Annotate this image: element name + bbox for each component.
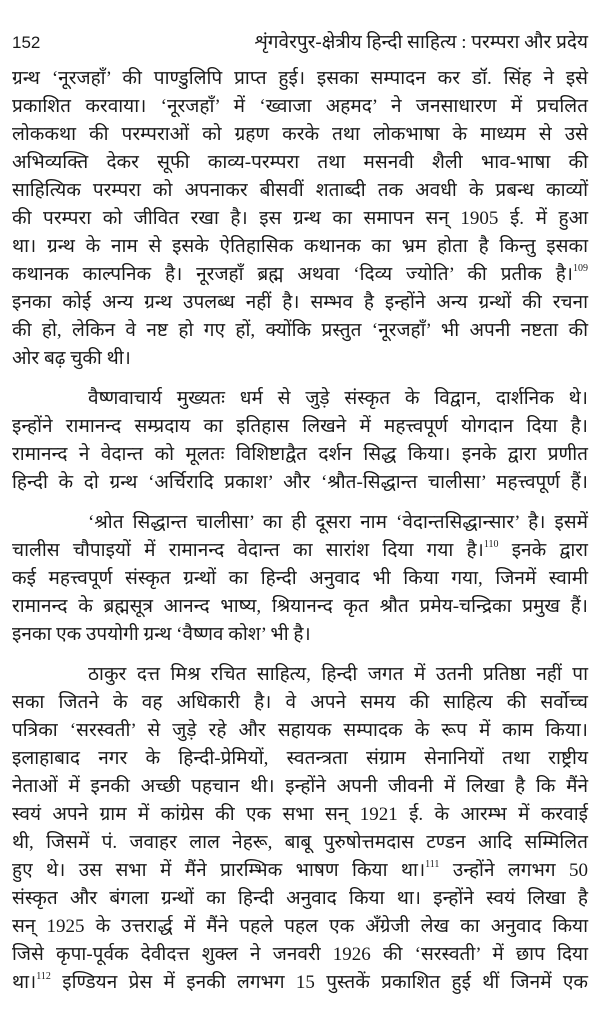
text-line: अभिव्यक्ति देकर सूफी काव्य-परम्परा तथा मसनवी शैली भाव-भाषा की	[12, 152, 588, 173]
text-line: रामानन्द ने वेदान्त को मूलतः विशिष्टाद्वैत दर्शन सिद्ध किया। इनके द्वारा प्रणीत	[12, 444, 588, 465]
paragraph-4	[12, 661, 588, 997]
text-line: वैष्णवाचार्य मुख्यतः धर्म से जुड़े संस्कृत के विद्वान, दार्शनिक थे।	[88, 388, 588, 409]
line-text: उन्होंने लगभग 50	[452, 860, 588, 881]
line-text: हुए थे। उस सभा में मैंने प्रारम्भिक भाषण किया था।	[12, 860, 426, 881]
text-line: ग्रन्थ ‘नूरजहाँ’ की पाण्डुलिपि प्राप्त हुई। इसका सम्पादन कर डॉ. सिंह ने इसे	[12, 68, 588, 89]
text-line	[12, 261, 588, 289]
footnote-ref: 111	[425, 859, 440, 870]
text-line: लोककथा की परम्पराओं को ग्रहण करके तथा लोकभाषा के माध्यम से उसे	[12, 124, 588, 145]
paragraph-3	[12, 509, 588, 649]
text-line: नेताओं में इनकी अच्छी पहचान थी। इन्होंने अपनी जीवनी में लिखा है कि मैंने	[12, 776, 588, 797]
paragraph-1	[12, 65, 588, 373]
page-body	[12, 65, 588, 997]
line-text: था।	[12, 972, 37, 993]
footnote-ref: 112	[36, 971, 51, 982]
text-line: की हो, लेकिन वे नष्ट हो गए हों, क्योंकि प्रस्तुत ‘नूरजहाँ’ भी अपनी नष्टता की	[12, 320, 588, 341]
text-line: संस्कृत और बंगला ग्रन्थों का हिन्दी अनुवाद किया था। इन्होंने स्वयं लिखा है	[12, 888, 588, 909]
text-line: रामानन्द के ब्रह्मसूत्र आनन्द भाष्य, श्रियानन्द कृत श्रौत प्रमेय-चन्द्रिका प्रमुख हैं।	[12, 596, 588, 617]
text-line: इन्होंने रामानन्द सम्प्रदाय का इतिहास लिखने में महत्त्वपूर्ण योगदान दिया है।	[12, 416, 588, 437]
text-line: सका जितने के वह अधिकारी है। वे अपने समय की साहित्य की सर्वोच्च	[12, 692, 588, 713]
text-line: इनका एक उपयोगी ग्रन्थ ‘वैष्णव कोश’ भी है।	[12, 624, 311, 645]
text-line: कई महत्त्वपूर्ण संस्कृत ग्रन्थों का हिन्दी अनुवाद भी किया गया, जिनमें स्वामी	[12, 568, 588, 589]
text-line: ‘श्रोत सिद्धान्त चालीसा’ का ही दूसरा नाम ‘वेदान्तसिद्धान्सार’ है। इसमें	[88, 512, 588, 533]
text-line: हिन्दी के दो ग्रन्थ ‘अर्चिरादि प्रकाश’ और ‘श्रौत-सिद्धान्त चालीसा’ महत्त्वपूर्ण हैं।	[12, 472, 588, 493]
text-line: इनका कोई अन्य ग्रन्थ उपलब्ध नहीं है। सम्भव है इन्होंने अन्य ग्रन्थों की रचना	[12, 292, 588, 313]
text-line: पत्रिका ‘सरस्वती’ से जुड़े रहे और सहायक सम्पादक के रूप में काम किया।	[12, 720, 588, 741]
text-line: ठाकुर दत्त मिश्र रचित साहित्य, हिन्दी जगत में उतनी प्रतिष्ठा नहीं पा	[88, 664, 588, 685]
page-number: 152	[12, 33, 41, 52]
text-line	[12, 969, 588, 997]
text-line: ओर बढ़ चुकी थी।	[12, 348, 131, 369]
text-line: जिसे कृपा-पूर्वक देवीदत्त शुक्ल ने जनवरी 1926 की ‘सरस्वती’ में छाप दिया	[12, 944, 588, 965]
running-title: शृंगवेरपुर-क्षेत्रीय हिन्दी साहित्य : परम्परा और प्रदेय	[254, 32, 588, 53]
line-text: इण्डियन प्रेस में इनकी लगभग 15 पुस्तकें प्रकाशित हुई थीं जिनमें एक	[62, 972, 588, 993]
text-line: स्वयं अपने ग्राम में कांग्रेस की एक सभा सन् 1921 ई. के आरम्भ में करवाई	[12, 804, 588, 825]
text-line	[12, 537, 588, 565]
line-text: इनके द्वारा	[511, 540, 588, 561]
footnote-ref: 110	[483, 539, 499, 550]
line-text: चालीस चौपाइयों में रामानन्द वेदान्त का सारांश दिया गया है।	[12, 540, 484, 561]
footnote-ref: 109	[573, 263, 588, 274]
text-line: प्रकाशित करवाया। ‘नूरजहाँ’ में ‘ख्वाजा अहमद’ ने जनसाधारण में प्रचलित	[12, 96, 588, 117]
text-line: सन् 1925 के उत्तरार्द्ध में मैंने पहले पहल एक अँग्रेजी लेख का अनुवाद किया	[12, 916, 588, 937]
text-line: थी, जिसमें पं. जवाहर लाल नेहरू, बाबू पुरुषोत्तमदास टण्डन आदि सम्मिलित	[12, 832, 588, 853]
paragraph-2	[12, 385, 588, 497]
text-line	[12, 857, 588, 885]
text-line: इलाहाबाद नगर के हिन्दी-प्रेमियों, स्वतन्त्रता संग्राम सेनानियों तथा राष्ट्रीय	[12, 748, 588, 769]
line-text: कथानक काल्पनिक है। नूरजहाँ ब्रह्म अथवा ‘दिव्य ज्योति’ की प्रतीक है।	[12, 264, 573, 285]
running-header	[12, 31, 588, 55]
text-line: साहित्यिक परम्परा को अपनाकर बीसवीं शताब्दी तक अवधी के प्रबन्ध काव्यों	[12, 180, 588, 201]
text-line: की परम्परा को जीवित रखा है। इस ग्रन्थ का समापन सन् 1905 ई. में हुआ	[12, 208, 588, 229]
text-line: था। ग्रन्थ के नाम से इसके ऐतिहासिक कथानक का भ्रम होता है किन्तु इसका	[12, 236, 588, 257]
